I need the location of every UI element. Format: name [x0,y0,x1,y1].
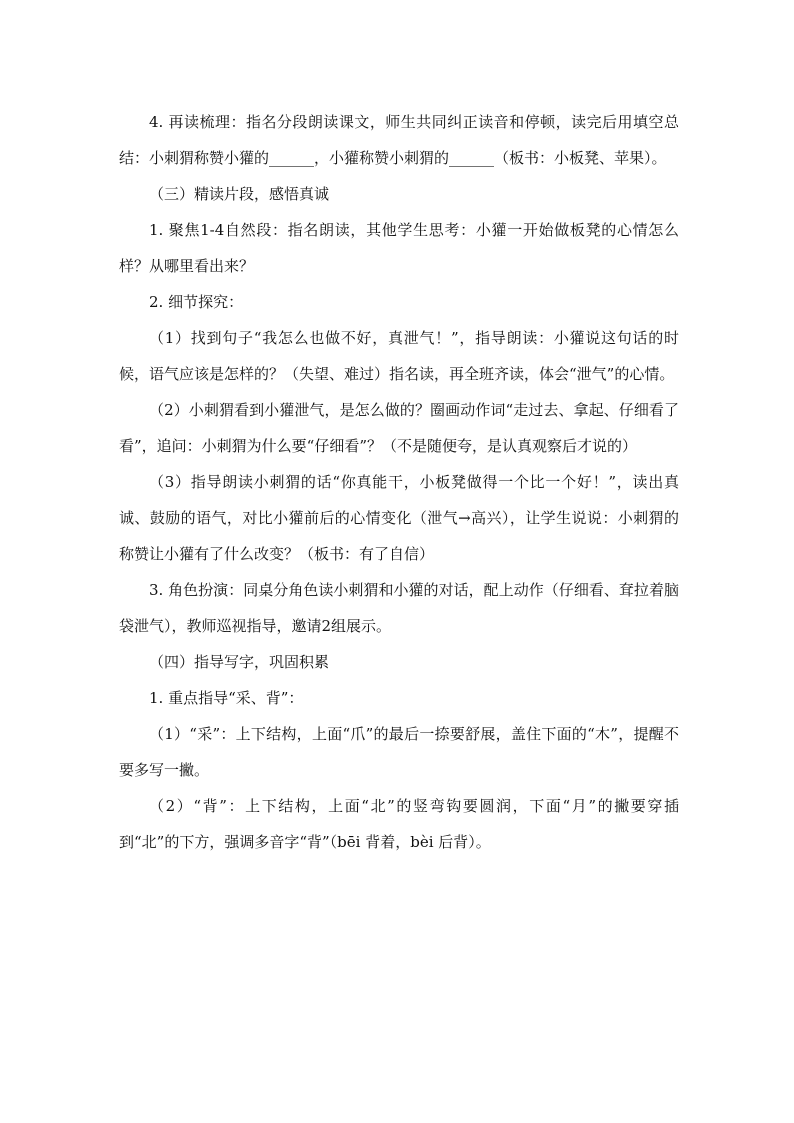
paragraph-detail-1: （1）找到句子“我怎么也做不好，真泄气！”，指导朗读：小獾说这句话的时候，语气应该是怎样的？（失望、难过）指名读，再全班齐读，体会“泄气”的心情。 [119,329,679,383]
paragraph-detail-exploration-title: 2. 细节探究： [149,293,244,311]
section-heading-writing: （四）指导写字，巩固积累 [149,653,330,671]
paragraph-role-play: 3. 角色扮演：同桌分角色读小刺猬和小獾的对话，配上动作（仔细看、耷拉着脑袋泄气），教师巡视指导，邀请2组展示。 [119,581,679,635]
paragraph-character-bei: （2）“背”：上下结构，上面“北”的竖弯钩要圆润，下面“月”的撇要穿插到“北”的下方，强调多音字“背”（bēi 背着，bèi 后背）。 [119,797,679,851]
paragraph-focus-paragraphs: 1. 聚焦1-4自然段：指名朗读，其他学生思考：小獾一开始做板凳的心情怎么样？从哪里看出来？ [119,221,679,275]
paragraph-detail-2: （2）小刺猬看到小獾泄气，是怎么做的？圈画动作词“走过去、拿起、仔细看了看”，追问：小刺猬为什么要“仔细看”？（不是随便夸，是认真观察后才说的） [119,401,679,455]
paragraph-character-cai: （1）“采”：上下结构，上面“爪”的最后一捺要舒展，盖住下面的“木”，提醒不要多写一撇。 [119,725,679,779]
paragraph-detail-3: （3）指导朗读小刺猬的话“你真能干，小板凳做得一个比一个好！”，读出真诚、鼓励的语气，对比小獾前后的心情变化（泄气→高兴），让学生说说：小刺猬的称赞让小獾有了什么改变？（板书：有了自信） [119,473,679,563]
lesson-plan-body [119,104,679,860]
section-heading-intensive-reading: （三）精读片段，感悟真诚 [149,185,330,203]
paragraph-key-characters: 1. 重点指导“采、背”： [149,689,304,707]
paragraph-reread-summary: 4. 再读梳理：指名分段朗读课文，师生共同纠正读音和停顿，读完后用填空总结：小刺猬称赞小獾的______，小獾称赞小刺猬的______（板书：小板凳、苹果）。 [119,113,679,167]
